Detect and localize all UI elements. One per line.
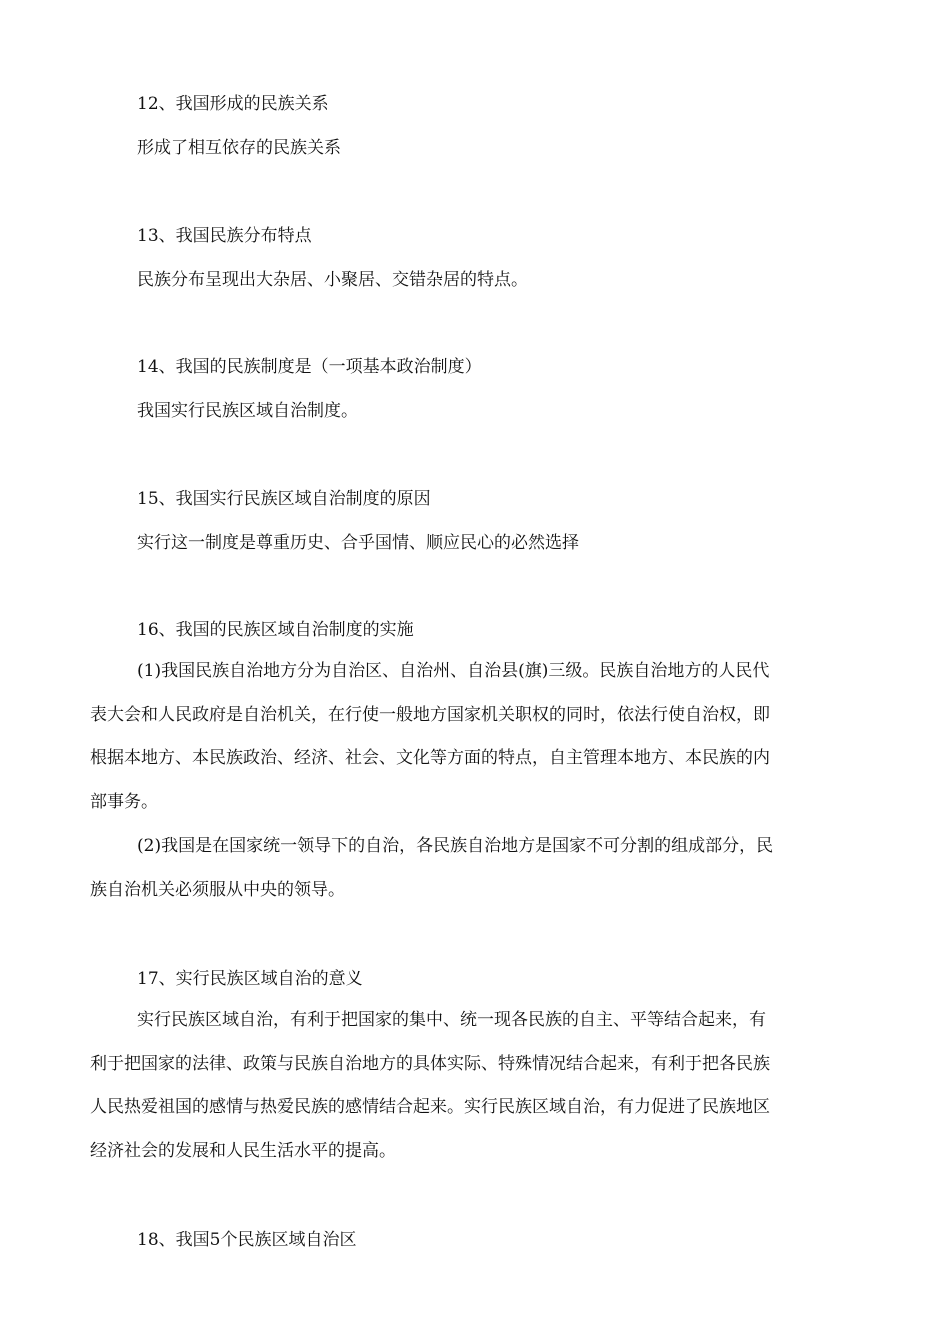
section-heading: 16、我国的民族区域自治制度的实施	[137, 620, 414, 640]
section-answer: 实行这一制度是尊重历史、合乎国情、顺应民心的必然选择	[137, 533, 579, 553]
section-answer: 形成了相互依存的民族关系	[137, 138, 341, 158]
section-15	[137, 488, 861, 554]
section-answer: 民族分布呈现出大杂居、小聚居、交错杂居的特点。	[137, 270, 528, 290]
section-answer: 我国实行民族区域自治制度。	[137, 401, 358, 421]
paragraph-line: 利于把国家的法律、政策与民族自治地方的具体实际、特殊情况结合起来，有利于把各民族	[90, 1053, 770, 1074]
section-17	[137, 968, 861, 990]
paragraph-line: 部事务。	[90, 791, 158, 812]
section-heading: 12、我国形成的民族关系	[137, 94, 329, 114]
section-heading: 17、实行民族区域自治的意义	[137, 969, 363, 989]
paragraph-line: 族自治机关必须服从中央的领导。	[90, 879, 345, 900]
section-14	[137, 356, 861, 422]
paragraph-line: 实行民族区域自治，有利于把国家的集中、统一现各民族的自主、平等结合起来，有	[137, 1010, 766, 1030]
section-16-paragraph-2	[90, 825, 861, 912]
section-heading: 14、我国的民族制度是（一项基本政治制度）	[137, 357, 482, 377]
section-17-paragraph-1	[90, 999, 861, 1173]
section-heading: 15、我国实行民族区域自治制度的原因	[137, 489, 431, 509]
paragraph-line: (1)我国民族自治地方分为自治区、自治州、自治县(旗)三级。民族自治地方的人民代	[137, 661, 770, 681]
section-16	[137, 619, 861, 641]
paragraph	[90, 650, 861, 824]
section-18	[137, 1229, 861, 1251]
section-16-paragraph-1	[90, 650, 861, 824]
paragraph-line: 表大会和人民政府是自治机关，在行使一般地方国家机关职权的同时，依法行使自治权，即	[90, 704, 770, 725]
section-heading: 13、我国民族分布特点	[137, 226, 312, 246]
paragraph	[90, 825, 861, 912]
section-heading: 18、我国5个民族区域自治区	[137, 1230, 357, 1250]
paragraph-line: (2)我国是在国家统一领导下的自治，各民族自治地方是国家不可分割的组成部分，民	[137, 836, 774, 856]
paragraph-line: 经济社会的发展和人民生活水平的提高。	[90, 1140, 396, 1161]
paragraph-line: 根据本地方、本民族政治、经济、社会、文化等方面的特点，自主管理本地方、本民族的内	[90, 748, 770, 769]
paragraph	[90, 999, 861, 1173]
paragraph-line: 人民热爱祖国的感情与热爱民族的感情结合起来。实行民族区域自治，有力促进了民族地区	[90, 1097, 770, 1118]
section-13	[137, 225, 861, 291]
section-12	[137, 93, 861, 159]
